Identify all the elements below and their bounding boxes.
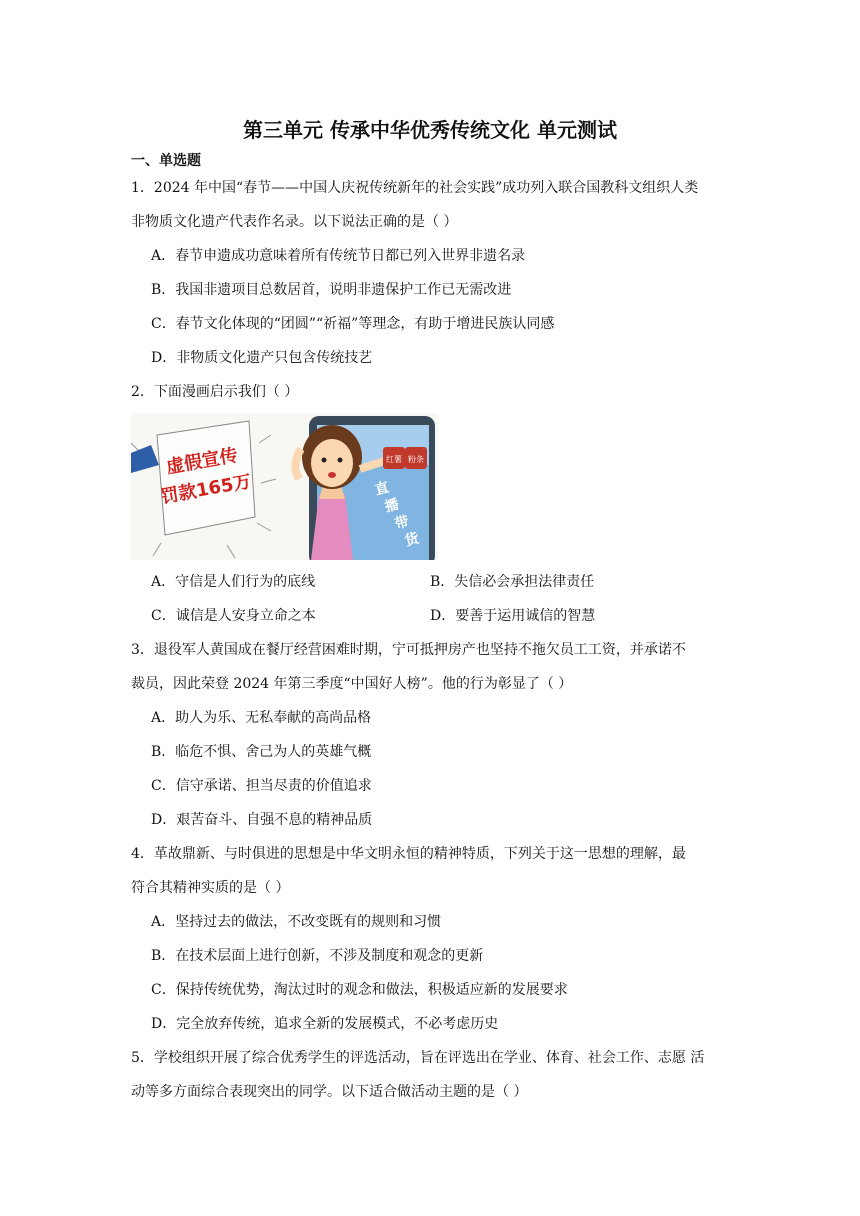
question-4-option-b: B．在技术层面上进行创新，不涉及制度和观念的更新 <box>151 948 484 964</box>
paper-text-line-2: 罚款165万 <box>159 471 253 508</box>
question-2-option-c: C．诚信是人安身立命之本 <box>151 608 316 624</box>
screen-text-dai: 带 <box>393 513 411 533</box>
question-4-option-a: A．坚持过去的做法，不改变既有的规则和习惯 <box>151 914 442 930</box>
screen-text-bo: 播 <box>383 496 401 516</box>
question-1-option-c: C．春节文化体现的“团圆”“祈福”等理念，有助于增进民族认同感 <box>151 316 555 332</box>
product-boxes <box>383 447 427 469</box>
question-4-stem-line-1: 4．革故鼎新、与时俱进的思想是中华文明永恒的精神特质，下列关于这一思想的理解，最 <box>131 846 686 862</box>
question-1-option-a: A．春节申遗成功意味着所有传统节日都已列入世界非遗名录 <box>151 248 526 264</box>
question-1-option-d: D．非物质文化遗产只包含传统技艺 <box>151 350 373 366</box>
screen-text-huo: 货 <box>403 530 421 550</box>
question-4-stem-line-2: 符合其精神实质的是（ ） <box>131 880 290 896</box>
paper-text-line-1: 虚假宣传 <box>164 444 240 479</box>
comic-image <box>131 413 438 560</box>
section-heading: 一、单选题 <box>131 153 201 169</box>
question-5-stem-line-1: 5．学校组织开展了综合优秀学生的评选活动，旨在评选出在学业、体育、社会工作、志愿 活 <box>131 1050 705 1066</box>
question-2-option-a: A．守信是人们行为的底线 <box>151 574 316 590</box>
penalty-notice <box>131 421 255 535</box>
question-2-option-d: D．要善于运用诚信的智慧 <box>430 608 596 624</box>
question-1-stem-line-2: 非物质文化遗产代表作名录。以下说法正确的是（ ） <box>131 214 458 230</box>
question-4-option-d: D．完全放弃传统，追求全新的发展模式，不必考虑历史 <box>151 1016 499 1032</box>
question-3-stem-line-1: 3．退役军人黄国成在餐厅经营困难时期，宁可抵押房产也坚持不拖欠员工工资，并承诺不 <box>131 642 686 658</box>
question-3-option-d: D．艰苦奋斗、自强不息的精神品质 <box>151 812 373 828</box>
question-2-stem: 2．下面漫画启示我们（ ） <box>131 384 299 400</box>
question-4-option-c: C．保持传统优势，淘汰过时的观念和做法，积极适应新的发展要求 <box>151 982 568 998</box>
question-3-option-c: C．信守承诺、担当尽责的价值追求 <box>151 778 372 794</box>
question-2-option-b: B．失信必会承担法律责任 <box>430 574 595 590</box>
question-1-stem-line-1: 1．2024 年中国“春节——中国人庆祝传统新年的社会实践”成功列入联合国教科文组织人类 <box>131 180 699 196</box>
box-label-hongshu: 红薯 <box>386 455 402 464</box>
box-label-fentiao: 粉条 <box>408 455 424 464</box>
question-1-option-b: B．我国非遗项目总数居首，说明非遗保护工作已无需改进 <box>151 282 512 298</box>
screen-text-zhi: 直 <box>373 479 391 499</box>
question-3-stem-line-2: 裁员，因此荣登 2024 年第三季度“中国好人榜”。他的行为彰显了（ ） <box>131 676 573 692</box>
question-5-stem-line-2: 动等多方面综合表现突出的同学。以下适合做活动主题的是（ ） <box>131 1084 528 1100</box>
page-title: 第三单元 传承中华优秀传统文化 单元测试 <box>243 118 617 142</box>
comic-illustration <box>131 413 438 560</box>
question-3-option-a: A．助人为乐、无私奉献的高尚品格 <box>151 710 372 726</box>
question-3-option-b: B．临危不惧、舍己为人的英雄气概 <box>151 744 372 760</box>
